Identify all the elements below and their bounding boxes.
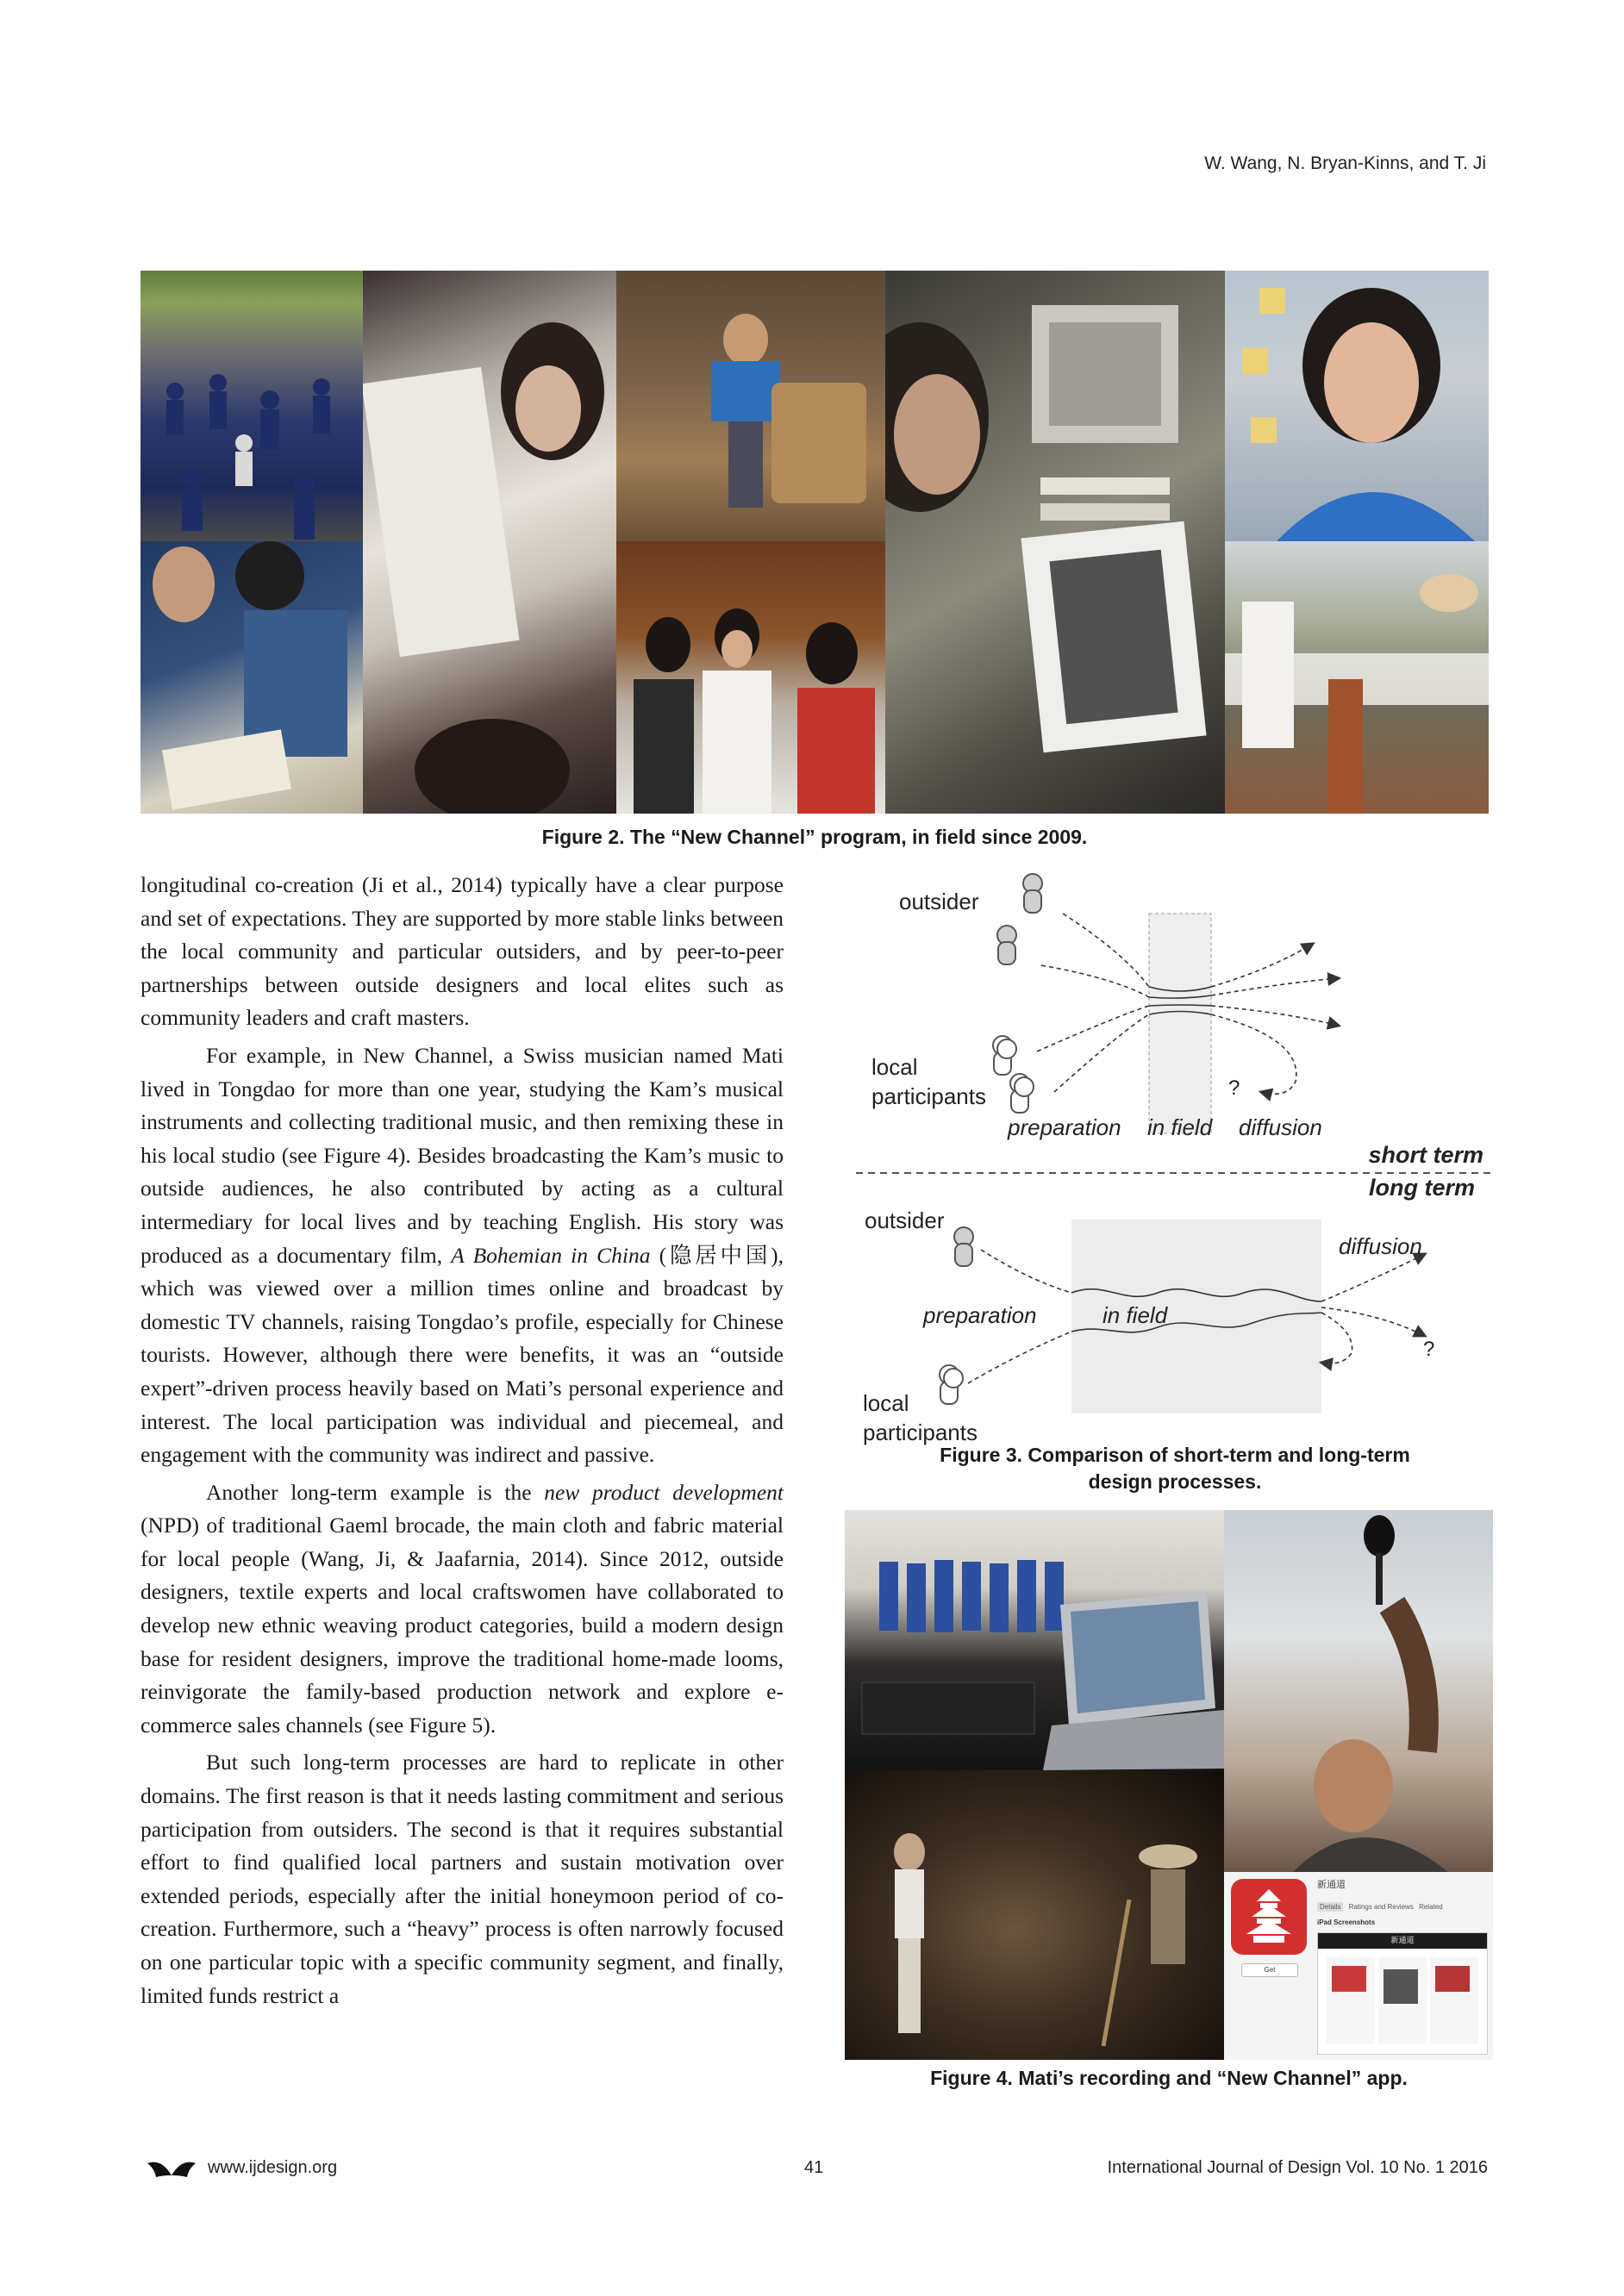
pagoda-icon [1231,1879,1307,1955]
long-local-figure [940,1365,963,1404]
photo-woman-speaking [1225,271,1489,541]
app-icon[interactable] [1231,1879,1307,1955]
page-footer [141,2156,1488,2182]
mati-illustration [1224,1510,1493,1872]
tab-related[interactable]: Related [1419,1903,1443,1911]
preview-block-red [1332,1966,1366,1992]
photo-craftsman-wood [616,271,885,541]
short-local-figure-1 [993,1036,1016,1075]
choir-illustration [845,1510,1224,1770]
craftsman-illustration [616,271,885,541]
short-in-field-label: in field [1147,1114,1213,1140]
paragraph-3-text-b: (NPD) of traditional Gaeml brocade, the main cloth and fabric material for local people (Wang, Ji, & Jaafarnia, 2014). Since 2012, outside designers, textile experts and local craftswomen have collaborated to develop new ethnic weaving product categories, build a modern design base for resident designers, improve the traditional home-made looms, reinvigorate the family-based production network and explore e-commerce sales channels (see Figure 5). [141,1513,784,1738]
tab-ratings[interactable]: Ratings and Reviews [1348,1903,1414,1911]
short-participants-label: participants [871,1083,986,1109]
figure-3-caption [856,1442,1494,1495]
paragraph-4: But such long-term processes are hard to replicate in other domains. The first reason is that it needs lasting commitment and serious participation from outsiders. The second is that it requires substantial effort to find qualified local partners and sustain motivation over extended periods, especially after the initial honeymoon period of co-creation. Furthermore, such a “heavy” process is often narrowly focused on one particular topic with a specific community segment, and finally, limited funds restrict a [141,1750,784,2008]
preview-content [1327,1957,1478,2043]
get-button[interactable]: Get [1241,1963,1298,1977]
long-in-field-label: in field [1102,1302,1168,1328]
photo-rope-making [1225,541,1489,814]
long-question-mark: ? [1423,1338,1435,1361]
paragraph-2-text-b: (隐居中国), which was viewed over a million times online and broadcast by domestic TV channels, raising Tongdao’s profile, especially for Chinese tourists. However, although there were benefits, it was an “outside expert”-driven process heavily based on Mati’s personal experience and interest. The local participation was individual and piecemeal, and engagement with the community was indirect and passive. [141,1242,784,1468]
paragraph-3-text-a: Another long-term example is the [206,1479,545,1505]
speaker-illustration [1225,271,1489,541]
journal-info: International Journal of Design Vol. 10 No. 1 2016 [1107,2158,1488,2177]
short-in-field-zone [1149,914,1211,1133]
figure-4-collage [845,1510,1493,2060]
photo-elder-writing [141,541,363,814]
ijdesign-butterfly-logo [146,2156,197,2182]
photo-audience-seated [616,541,885,814]
paragraph-1: longitudinal co-creation (Ji et al., 2014) typically have a clear purpose and set of expectations. They are supported by more stable links between the local community and particular outsiders, and by peer-to-peer partnerships between outside designers and local elites such as community leaders and craft masters. [141,872,784,1031]
photo-mati-microphone [1224,1510,1493,1872]
long-outsider-figure [954,1227,973,1266]
long-outsider-label: outsider [865,1207,945,1233]
photo-cave-recording [845,1770,1224,2060]
elder-illustration [141,541,363,814]
photo-dancers-crowd [141,271,363,541]
photo-woman-pattern [885,271,1225,814]
figure-2-caption: Figure 2. The “New Channel” program, in field since 2009. [541,826,1088,848]
screenshot-preview [1317,1932,1488,2055]
dancers-illustration [141,271,363,541]
short-outsider-label: outsider [899,889,979,914]
tab-details[interactable]: Details [1317,1902,1343,1912]
short-diffusion-label: diffusion [1239,1114,1322,1140]
short-preparation-label: preparation [1008,1114,1121,1140]
footer-site-link[interactable]: www.ijdesign.org [208,2158,338,2177]
paragraph-2-text-a: For example, in New Channel, a Swiss musician named Mati lived in Tongdao for more than one year, studying the Kam’s musical instruments and collecting traditional music, and then remixing these in his local studio (see Figure 4). Besides broadcasting the Kam’s music to outside audiences, he also contributed by acting as a cultural intermediary for local lives and by teaching English. His story was produced as a documentary film, [141,1042,784,1268]
app-store-screenshot[interactable] [1224,1872,1493,2060]
short-term-label: short term [1368,1142,1483,1168]
body-text-column [141,869,784,2017]
long-preparation-label: preparation [923,1302,1037,1328]
long-participants-label: participants [863,1419,978,1445]
short-question-mark: ? [1228,1076,1240,1100]
figure-2-collage [141,271,1489,814]
short-local-label: local [871,1054,918,1080]
audience-illustration [616,541,885,814]
app-tabs [1317,1903,1443,1911]
pattern-illustration [885,271,1225,814]
short-outsider-figure-2 [997,926,1016,964]
film-title: A Bohemian in China [451,1242,651,1268]
drawing-illustration [363,271,616,814]
paragraph-3 [141,1476,784,1743]
app-name: 新通道 [1317,1879,1346,1890]
preview-block-dark [1384,1969,1418,2004]
long-local-label: local [863,1390,909,1416]
figure-4-caption: Figure 4. Mati’s recording and “New Channel” app. [930,2067,1408,2089]
photo-woman-drawing [363,271,616,814]
page-number: 41 [804,2158,824,2177]
running-head: W. Wang, N. Bryan-Kinns, and T. Ji [1204,153,1486,173]
cave-illustration [845,1770,1224,2060]
photo-choir-laptop [845,1510,1224,1770]
figure-3-diagram [856,866,1494,1452]
npd-term: new product development [544,1479,784,1505]
screenshots-heading: iPad Screenshots [1317,1919,1376,1926]
figure-3-caption-line-2: design processes. [1088,1470,1262,1493]
short-local-figure-2 [1010,1074,1034,1113]
figure-3-caption-line-1: Figure 3. Comparison of short-term and long-term [940,1444,1410,1466]
preview-banner: 新通道 [1318,1933,1487,1949]
short-outsider-figure-1 [1023,874,1042,913]
long-diffusion-label: diffusion [1339,1233,1422,1259]
paragraph-2 [141,1039,784,1472]
long-term-label: long term [1368,1175,1475,1201]
rope-illustration [1225,541,1489,814]
preview-block-red-2 [1435,1966,1470,1992]
